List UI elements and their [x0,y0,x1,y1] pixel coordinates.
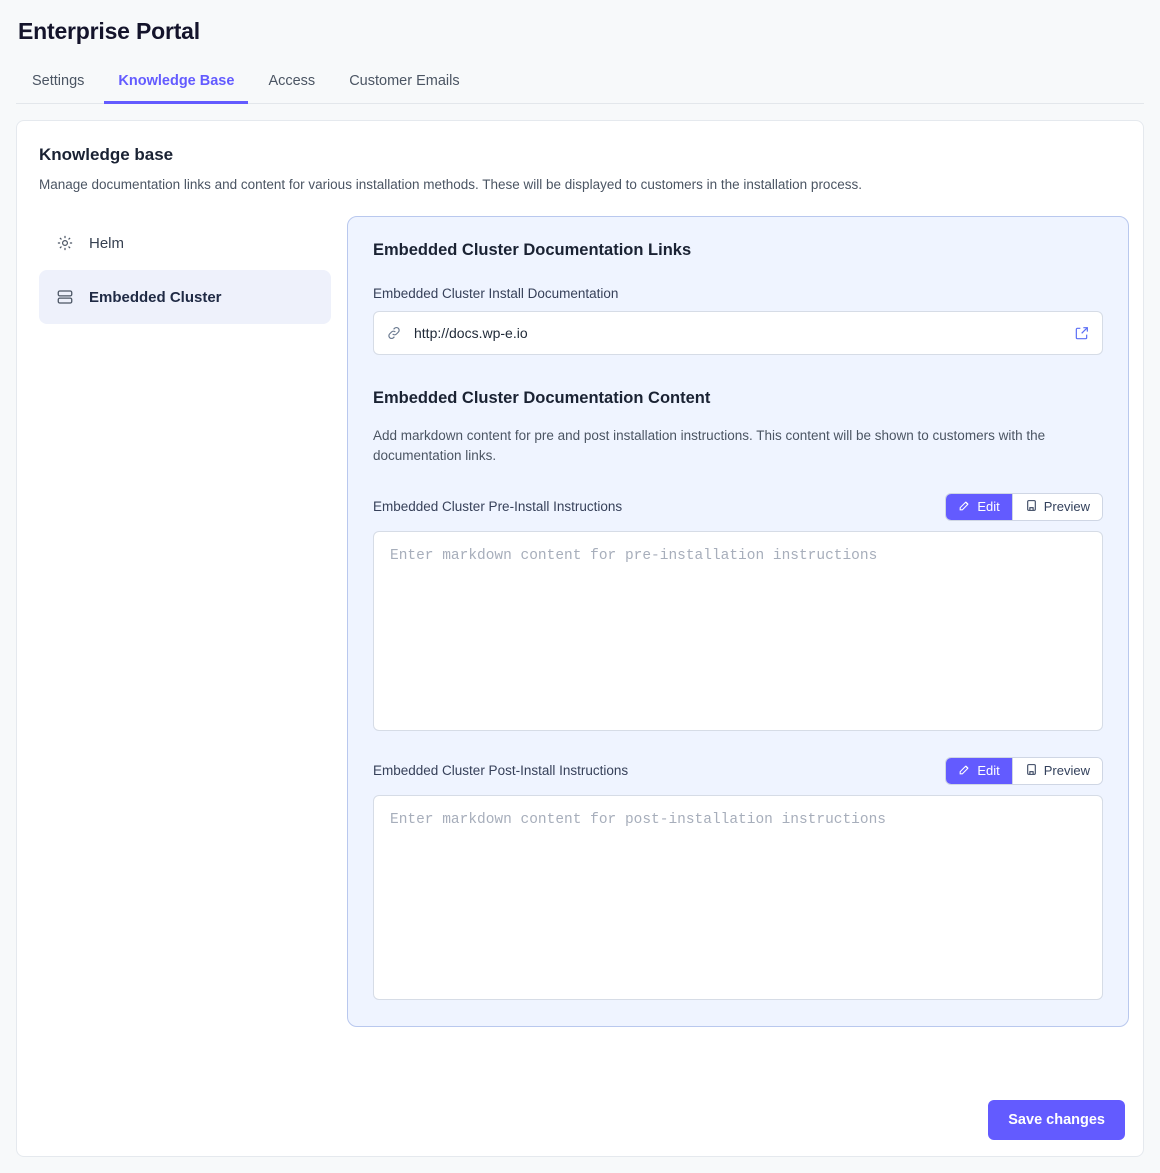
pre-install-preview-label: Preview [1043,499,1090,514]
post-install-row [373,757,1103,785]
pre-install-edit-button[interactable] [946,494,1011,520]
post-install-textarea[interactable] [373,795,1103,1000]
documentation-links-heading: Embedded Cluster Documentation Links [373,241,692,259]
post-install-label: Embedded Cluster Post-Install Instructions [373,763,629,778]
post-install-preview-button[interactable] [1012,758,1102,784]
install-doc-label: Embedded Cluster Install Documentation [373,286,619,301]
preview-icon [1025,763,1038,779]
server-stack-icon [55,287,75,307]
knowledge-base-card [16,120,1144,1157]
post-install-edit-button[interactable] [946,758,1011,784]
save-changes-button[interactable]: Save changes [988,1100,1125,1140]
edit-icon [958,763,971,779]
preview-icon [1025,499,1038,515]
link-icon [386,325,402,341]
pre-install-textarea[interactable] [373,531,1103,731]
tab-knowledge-base[interactable]: Knowledge Base [104,63,248,104]
page-header [0,0,1160,104]
pre-install-preview-button[interactable] [1012,494,1102,520]
external-link-icon[interactable] [1074,325,1090,341]
sidebar-item-helm[interactable] [39,216,331,270]
pre-install-mode-toggle [945,493,1103,521]
post-install-preview-label: Preview [1043,763,1090,778]
side-nav [39,216,331,1027]
edit-icon [958,499,971,515]
embedded-cluster-panel [347,216,1129,1027]
card-title: Knowledge base [39,145,174,164]
pre-install-edit-label: Edit [977,499,1000,514]
install-doc-input[interactable] [412,324,1074,342]
sidebar-item-label: Helm [89,234,125,252]
pre-install-label: Embedded Cluster Pre-Install Instructions [373,499,623,514]
card-subtitle: Manage documentation links and content for various installation methods. These will be displayed to customers in the installation process. [39,177,862,192]
post-install-mode-toggle [945,757,1103,785]
tab-settings[interactable]: Settings [32,73,85,89]
pre-install-row [373,493,1103,521]
main-tabs [16,63,1144,104]
documentation-content-heading: Embedded Cluster Documentation Content [373,389,711,407]
documentation-content-description: Add markdown content for pre and post installation instructions. This content will be shown to customers with the documentation links. [373,428,1046,464]
sidebar-item-label: Embedded Cluster [89,288,222,306]
page-title: Enterprise Portal [18,18,200,44]
install-doc-input-wrapper[interactable] [373,311,1103,355]
sidebar-item-embedded-cluster[interactable] [39,270,331,324]
card-body [17,216,1143,1027]
post-install-edit-label: Edit [977,763,1000,778]
tab-customer-emails[interactable]: Customer Emails [349,73,460,89]
helm-icon [55,233,75,253]
tab-access[interactable]: Access [268,73,316,89]
